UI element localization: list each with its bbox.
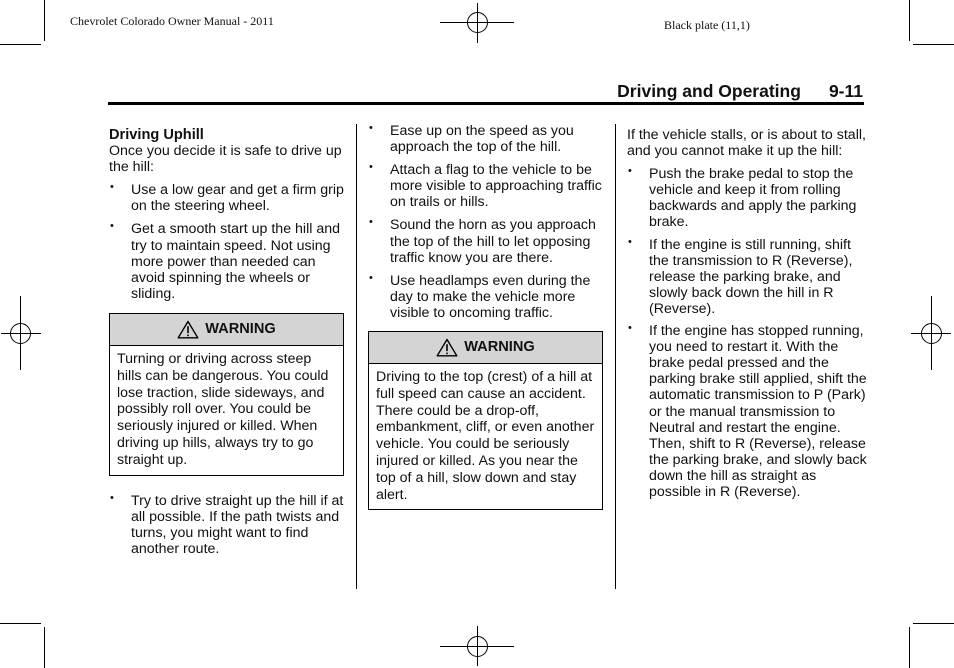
list-item: • Get a smooth start up the hill and try to maintain speed. Not using more power than needed can avoid spinning the wheels or sliding. [109, 221, 347, 301]
column-1 [109, 127, 347, 557]
bullet-list [109, 493, 347, 557]
list-item: • Ease up on the speed as you approach the top of the hill. [368, 123, 606, 155]
crop-mark [44, 627, 45, 668]
list-item: • Attach a flag to the vehicle to be more visible to approaching traffic on trails or hills. [368, 162, 606, 210]
plate-number: Black plate (11,1) [664, 18, 750, 32]
bullet-list [368, 123, 606, 321]
section-title: Driving and Operating [617, 81, 801, 101]
warning-text: Driving to the top (crest) of a hill at full speed can cause an accident. There could be a drop-off, embankment, cliff, or even another vehicle. You could be seriously injured or killed. As you near the top of a hill, slow down and stay alert. [376, 369, 595, 503]
crop-mark [0, 623, 41, 624]
bullet-list [109, 182, 347, 302]
header-rule [108, 102, 864, 105]
warning-header [110, 314, 343, 346]
registration-mark-top-icon [440, 3, 514, 43]
intro-paragraph: Once you decide it is safe to drive up the hill: [109, 143, 342, 176]
plate-title: Chevrolet Colorado Owner Manual - 2011 [70, 14, 274, 28]
list-item: • Push the brake pedal to stop the vehicle and keep it from rolling backwards and apply the parking brake. [627, 166, 867, 230]
column-2 [368, 123, 606, 510]
warning-label: WARNING [205, 321, 276, 338]
registration-mark-bottom-icon [440, 626, 514, 666]
crop-mark [913, 623, 954, 624]
column-3 [627, 127, 867, 500]
registration-mark-right-icon [911, 296, 951, 370]
list-item: • If the engine has stopped running, you need to restart it. With the brake pedal pressed and the parking brake still applied, shift the automatic transmission to P (Park) or the manual transmission to Neutral and restart the engine. Then, shift to R (Reverse), release the parking brake, and slowly back down the hill as straight as possible in R (Reverse). [627, 323, 867, 500]
warning-triangle-icon [177, 320, 199, 339]
warning-header [369, 332, 602, 364]
intro-paragraph: If the vehicle stalls, or is about to stall, and you cannot make it up the hill: [627, 127, 866, 160]
bullet-list [627, 166, 867, 500]
warning-label: WARNING [464, 339, 535, 356]
warning-text: Turning or driving across steep hills can be dangerous. You could lose traction, slide sideways, and possibly roll over. You could be seriously injured or killed. When driving up hills, always try to go straight up. [117, 350, 329, 468]
column-divider [356, 124, 357, 589]
crop-mark [909, 627, 910, 668]
list-item: • Use headlamps even during the day to make the vehicle more visible to oncoming traffic. [368, 273, 606, 321]
page-number: 9-11 [828, 81, 863, 101]
crop-mark [0, 44, 41, 45]
crop-mark [909, 0, 910, 41]
list-item: • Sound the horn as you approach the top of the hill to let opposing traffic know you are there. [368, 217, 606, 265]
running-header [617, 81, 863, 102]
list-item: • If the engine is still running, shift the transmission to R (Reverse), release the parking brake, and slowly back down the hill in R (Reverse). [627, 237, 867, 317]
warning-box [368, 331, 603, 510]
column-divider [615, 124, 616, 589]
warning-triangle-icon [436, 338, 458, 357]
crop-mark [913, 44, 954, 45]
list-item: • Try to drive straight up the hill if at all possible. If the path twists and turns, you might want to find another route. [109, 493, 347, 557]
warning-box [109, 313, 344, 476]
section-heading: Driving Uphill [109, 127, 204, 143]
list-item: • Use a low gear and get a firm grip on the steering wheel. [109, 182, 347, 214]
crop-mark [44, 0, 45, 41]
registration-mark-left-icon [1, 296, 41, 370]
